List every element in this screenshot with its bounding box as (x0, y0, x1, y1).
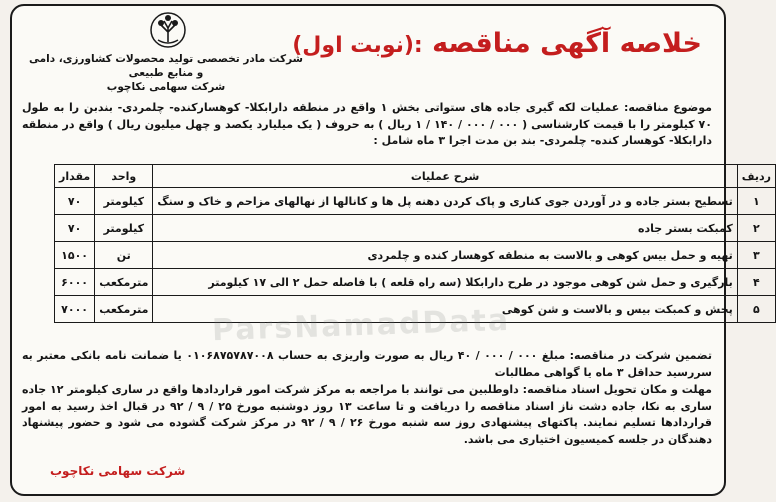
table-row (55, 215, 776, 242)
operations-table (54, 164, 776, 323)
row-quantity: ۱۵۰۰ (55, 242, 95, 269)
row-description: پخش و کمبکت بیس و بالاست و شن کوهی (153, 296, 737, 323)
company-line-2: شرکت سهامی نکاچوب (106, 81, 226, 93)
row-quantity: ۷۰۰۰ (55, 296, 95, 323)
watermark: ParsNamadData (211, 302, 511, 349)
table-row (55, 242, 776, 269)
header-unit: واحد (95, 165, 153, 188)
deadline-paragraph (22, 382, 712, 448)
title-suffix: :(نوبت اول) (292, 33, 423, 58)
row-number: ۱ (737, 188, 775, 215)
header-quantity: مقدار (55, 165, 95, 188)
company-line-1: شرکت مادر تخصصی تولید محصولات کشاورزی، دامی و منابع طبیعی (29, 53, 303, 79)
deadline-text: : داوطلبین می توانند با مراجعه به مرکز شرکت امور قراردادها واقع در ساری کیلومتر ۱۲ جاده ساری به نکا، جاده دشت ناز اسناد مناقصه را دریافت و تا ساعت ۱۳ روز دوشنبه مورخ ۲۵ / ۹ / ۹۲ در قبال اخذ رسید به امور قراردادها تسلیم نمایند. پاکتهای پیشنهادی روز سه شنبه مورخ ۲۶ / ۹ / ۹۲ در مرکز شرکت گشوده می شود و حضور پیشنهاد دهندگان در جلسه کمیسیون اختیاری می باشد. (22, 383, 712, 446)
title-text: خلاصه آگهی مناقصه (432, 28, 702, 59)
row-unit: کیلومتر (95, 215, 153, 242)
subject-label: موضوع مناقصه (628, 101, 712, 114)
row-quantity: ۷۰ (55, 215, 95, 242)
table-row (55, 269, 776, 296)
footer-company: شرکت سهامی نکاچوب (50, 464, 186, 478)
subject-paragraph (22, 100, 712, 150)
guarantee-label: تضمین شرکت در مناقصه (574, 349, 712, 362)
row-number: ۳ (737, 242, 775, 269)
row-description: بارگیری و حمل شن کوهی موجود در طرح دارابکلا (سه راه قلعه ) با فاصله حمل ۲ الی ۱۷ کیلومتر (153, 269, 737, 296)
row-unit: تن (95, 242, 153, 269)
page-title (292, 28, 702, 59)
row-unit: مترمکعب (95, 296, 153, 323)
header-description: شرح عملیات (153, 165, 737, 188)
subject-text: : عملیات لکه گیری جاده های ستواتی بخش ۱ واقع در منطقه دارابکلا- کوهسارکنده- چلمردی- بندبن را به طول ۷۰ کیلومتر را با قیمت کارشناسی ( ۰۰۰ / ۰۰۰ / ۱۴۰ / ۱ ریال ) به حروف ( یک میلیارد یکصد و چهل میلیون ریال ) واقع در منطقه دارابکلا- کوهسار کنده- چلمردی- بند بن مدت اجرا ۳ ماه شامل : (22, 101, 712, 147)
row-number: ۵ (737, 296, 775, 323)
row-description: تسطیح بستر جاده و در آوردن جوی کناری و پاک کردن دهنه پل ها و کانالها از نهالهای مزاحم و خاک و سنگ (153, 188, 737, 215)
company-block (26, 52, 306, 94)
table-row (55, 188, 776, 215)
row-number: ۲ (737, 215, 775, 242)
deadline-label: مهلت و مکان تحویل اسناد مناقصه (527, 383, 712, 396)
tender-notice (10, 4, 772, 496)
guarantee-text: : مبلغ ۰۰۰ / ۰۰۰ / ۴۰ ریال به صورت واریزی به حساب ۰۱۰۶۸۷۵۷۸۷۰۰۸ یا ضمانت نامه بانکی معتبر به سررسید حداقل ۳ ماه یا گواهی مطالبات (22, 349, 712, 379)
row-unit: مترمکعب (95, 269, 153, 296)
header-row-number: ردیف (737, 165, 775, 188)
tree-emblem-icon (140, 10, 196, 50)
row-description: کمبکت بستر جاده (153, 215, 737, 242)
row-unit: کیلومتر (95, 188, 153, 215)
row-number: ۴ (737, 269, 775, 296)
row-quantity: ۷۰ (55, 188, 95, 215)
row-description: تهیه و حمل بیس کوهی و بالاست به منطقه کوهسار کنده و چلمردی (153, 242, 737, 269)
guarantee-paragraph (22, 348, 712, 381)
table-header-row (55, 165, 776, 188)
row-quantity: ۶۰۰۰ (55, 269, 95, 296)
